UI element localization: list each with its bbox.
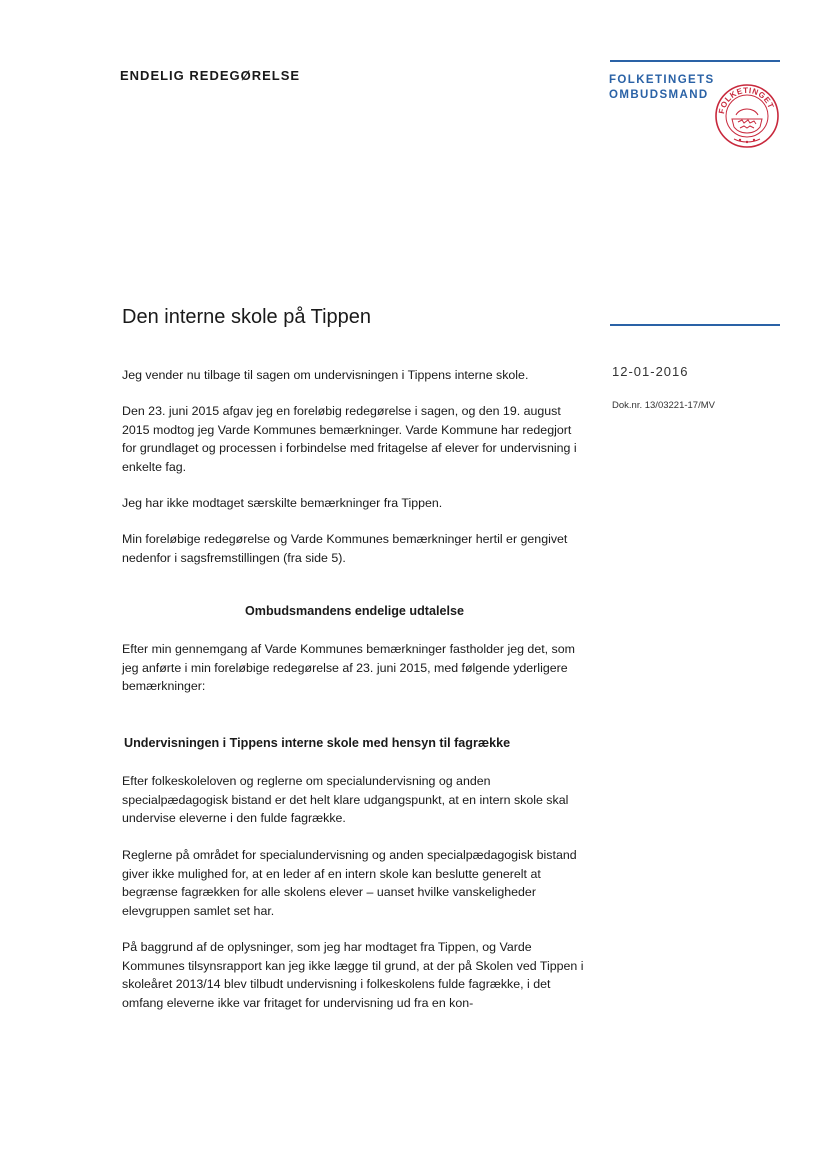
paragraph-law: Efter folkeskoleloven og reglerne om specialundervisning og anden specialpædagogisk bistand er det helt klare udgangspunkt, at en intern skole skal undervise eleverne i den fulde fagrække. — [122, 774, 569, 825]
title-rule — [610, 324, 780, 326]
svg-text:FOLKETINGET: FOLKETINGET — [717, 85, 776, 115]
document-type-label: ENDELIG REDEGØRELSE — [120, 68, 301, 83]
document-number: Dok.nr. 13/03221-17/MV — [612, 400, 715, 411]
paragraph-no-remarks: Jeg har ikke modtaget særskilte bemærkninger fra Tippen. — [122, 496, 443, 510]
paragraph-background: Den 23. juni 2015 afgav jeg en foreløbig redegørelse i sagen, og den 19. august 2015 modtog jeg Varde Kommunes bemærkninger. Varde Kommune har redegjort for grundlaget og processen i forbindelse med fritagelse af elever for undervisning i enkelte fag. — [122, 404, 577, 474]
document-date: 12-01-2016 — [612, 364, 689, 379]
ombudsman-seal-icon — [714, 83, 780, 149]
organization-name-line1: FOLKETINGETS — [609, 74, 715, 86]
organization-name — [609, 73, 715, 103]
paragraph-rules: Reglerne på området for specialundervisning og anden specialpædagogisk bistand giver ikke mulighed for, at en leder af en intern skole kan beslutte generelt at begrænse fagrækken for alle skolens elever – uanset hvilke vanskeligheder elevgruppen samlet set har. — [122, 848, 577, 918]
paragraph-conclusion: Efter min gennemgang af Varde Kommunes bemærkninger fastholder jeg det, som jeg anførte i min foreløbige redegørelse af 23. juni 2015, med følgende yderligere bemærkninger: — [122, 642, 575, 693]
paragraph-intro: Jeg vender nu tilbage til sagen om undervisningen i Tippens interne skole. — [122, 368, 529, 382]
paragraph-findings: På baggrund af de oplysninger, som jeg har modtaget fra Tippen, og Varde Kommunes tilsynsrapport kan jeg ikke lægge til grund, at der på Skolen ved Tippen i skoleåret 2013/14 blev tilbudt undervisning i folkeskolens fulde fagrække, i det omfang eleverne ikke var fritaget for undervisning ud fra en kon- — [122, 940, 584, 1010]
page-title: Den interne skole på Tippen — [122, 306, 372, 328]
paragraph-reference: Min foreløbige redegørelse og Varde Kommunes bemærkninger hertil er gengivet nedenfor i sagsfremstillingen (fra side 5). — [122, 532, 568, 565]
organization-name-line2: OMBUDSMAND — [609, 89, 709, 101]
section-heading-curriculum: Undervisningen i Tippens interne skole med hensyn til fagrække — [124, 736, 511, 750]
header-rule — [610, 60, 780, 62]
section-heading-statement: Ombudsmandens endelige udtalelse — [244, 604, 465, 618]
